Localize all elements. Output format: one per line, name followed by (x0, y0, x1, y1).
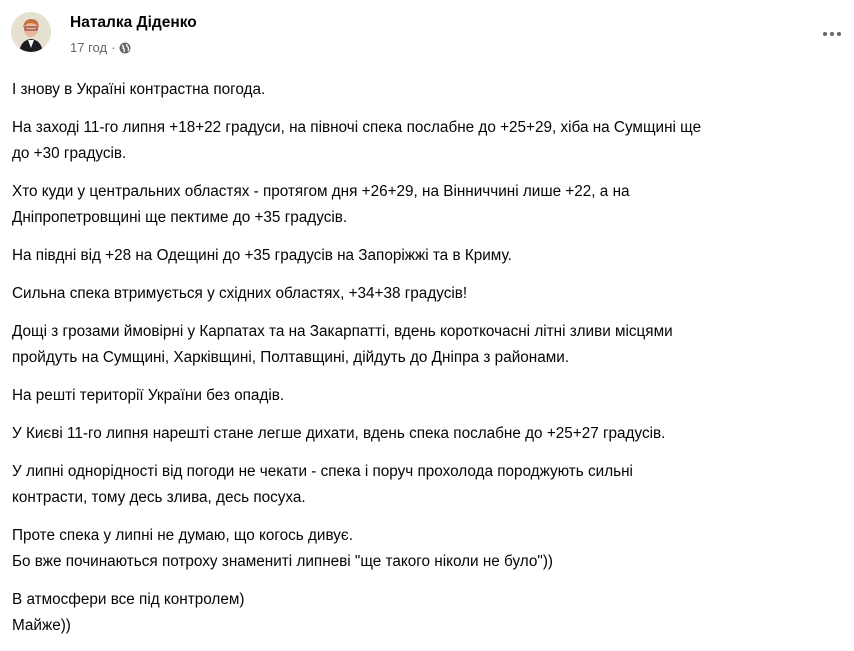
paragraph-line: І знову в Україні контрастна погода. (12, 81, 266, 98)
paragraph-line: Бо вже починаються потроху знамениті липневі "ще такого ніколи не було")) (12, 553, 554, 570)
post-paragraph (12, 421, 854, 447)
author-avatar[interactable] (11, 12, 51, 52)
author-name[interactable]: Наталка Діденко (70, 14, 197, 31)
paragraph-line: Хто куди у центральних областях - протягом дня +26+29, на Вінниччині лише +22, а на (12, 183, 630, 200)
avatar-photo-icon (11, 12, 51, 52)
paragraph-line: Сильна спека втримується у східних областях, +34+38 градусів! (12, 285, 468, 302)
post-paragraph (12, 587, 854, 639)
paragraph-line: контрасти, тому десь злива, десь посуха. (12, 489, 306, 506)
paragraph-line: Дніпропетровщині ще пектиме до +35 градусів. (12, 209, 348, 226)
post-paragraph (12, 115, 854, 167)
post-paragraph (12, 523, 854, 575)
post-paragraph (12, 281, 854, 307)
post-paragraph (12, 459, 854, 511)
post-paragraph (12, 383, 854, 409)
paragraph-line: пройдуть на Сумщині, Харківщині, Полтавщині, дійдуть до Дніпра з районами. (12, 349, 570, 366)
post-time[interactable]: 17 год (70, 40, 108, 55)
paragraph-line: У Києві 11-го липня нарешті стане легше дихати, вдень спека послабне до +25+27 градусів. (12, 425, 666, 442)
more-options-button[interactable] (820, 24, 844, 44)
post-paragraph (12, 243, 854, 269)
globe-icon (119, 42, 131, 54)
paragraph-line: У липні однорідності від погоди не чекати - спека і поруч прохолода породжують сильні (12, 463, 633, 480)
paragraph-line: Дощі з грозами ймовірні у Карпатах та на Закарпатті, вдень короткочасні літні зливи місцями (12, 323, 673, 340)
paragraph-line: На заході 11-го липня +18+22 градуси, на півночі спека послабне до +25+29, хіба на Сумщині ще (12, 119, 702, 136)
post-paragraph (12, 179, 854, 231)
paragraph-line: Майже)) (12, 617, 71, 634)
post-text (12, 77, 854, 651)
paragraph-line: до +30 градусів. (12, 145, 127, 162)
post-meta (70, 40, 131, 55)
paragraph-line: На півдні від +28 на Одещині до +35 градусів на Запоріжжі та в Криму. (12, 247, 512, 264)
post-paragraph (12, 319, 854, 371)
meta-separator: · (111, 40, 116, 55)
paragraph-line: Проте спека у липні не думаю, що когось дивує. (12, 527, 353, 544)
paragraph-line: В атмосфери все під контролем) (12, 591, 245, 608)
paragraph-line: На решті території України без опадів. (12, 387, 285, 404)
post-paragraph (12, 77, 854, 103)
